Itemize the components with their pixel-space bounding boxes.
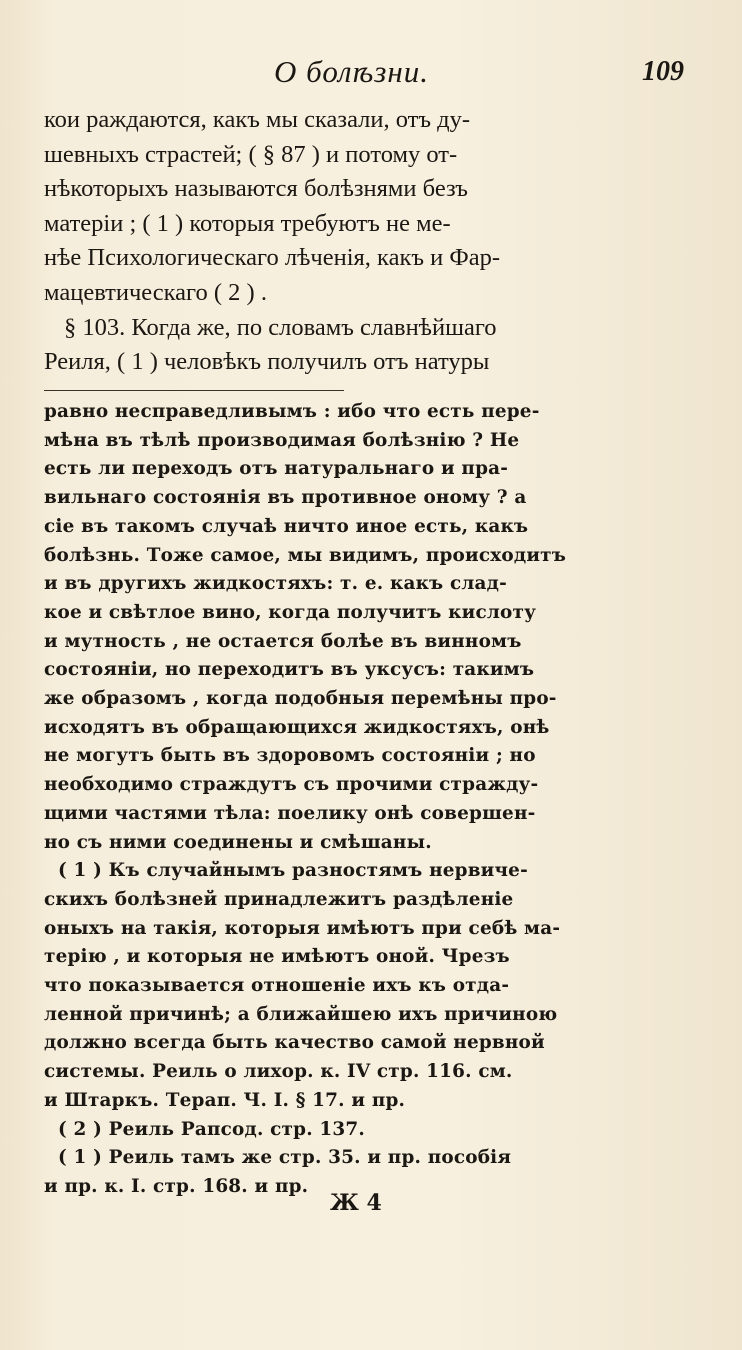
page-number: 109: [642, 56, 684, 87]
main-text-line: кои раждаются, какъ мы сказали, отъ ду-: [44, 106, 471, 133]
footnotes: [44, 398, 684, 1202]
footnote-line: исходятъ въ обращающихся жидкостяхъ, онѣ: [44, 716, 550, 738]
running-title: О болѣзни.: [274, 54, 429, 89]
footnote-line: должно всегда быть качество самой нервной: [44, 1032, 545, 1054]
footnote-line: оныхъ на такія, которыя имѣютъ при себѣ ма-: [44, 917, 561, 939]
footnote-line: мѣна въ тѣлѣ производимая болѣзнію ? Не: [44, 429, 520, 451]
main-text-line: § 103. Когда же, по словамъ славнѣйшаго: [64, 313, 497, 341]
page-header: [44, 50, 684, 94]
main-text-line: шевныхъ страстей; ( § 87 ) и потому от-: [44, 140, 458, 168]
footnote-line: системы. Реиль о лихор. к. IV стр. 116. см.: [44, 1061, 513, 1083]
footnote-line: кое и свѣтлое вино, когда получитъ кислоту: [44, 601, 537, 623]
footnote-line: болѣзнь. Тоже самое, мы видимъ, происходитъ: [44, 544, 567, 566]
footnote-line: терію , и которыя не имѣютъ оной. Чрезъ: [44, 946, 510, 968]
main-text-line: мацевтическаго ( 2 ) .: [44, 278, 267, 306]
footnote-line: состояніи, но переходитъ въ уксусъ: такимъ: [44, 659, 535, 681]
footnote-line: и пр. к. I. стр. 168. и пр.: [44, 1175, 309, 1197]
footnote-line: щими частями тѣла: поелику онѣ совершен-: [44, 802, 536, 824]
main-text-line: нѣкоторыхъ называются болѣзнями безъ: [44, 175, 468, 203]
footnote-line: сіе въ такомъ случаѣ ничто иное есть, какъ: [44, 515, 529, 537]
main-text-line: нѣе Психологическаго лѣченія, какъ и Фар-: [44, 244, 501, 272]
footnote-line: но съ ними соединены и смѣшаны.: [44, 831, 432, 853]
footnote-line: не могутъ быть въ здоровомъ состояніи ; но: [44, 745, 536, 767]
footnote-line: что показывается отношеніе ихъ къ отда-: [44, 975, 510, 997]
footnote-line: скихъ болѣзней принадлежитъ раздѣленіе: [44, 888, 514, 910]
signature-mark: Ж 4: [330, 1190, 382, 1216]
footnote-line: и Штаркъ. Терап. Ч. I. § 17. и пр.: [44, 1089, 406, 1111]
main-text-line: матеріи ; ( 1 ) которыя требуютъ не ме-: [44, 209, 451, 237]
footnote-line: и мутность , не остается болѣе въ винномъ: [44, 630, 522, 652]
main-text-line: Реиля, ( 1 ) человѣкъ получилъ отъ натуры: [44, 348, 490, 376]
footnote-line: же образомъ , когда подобныя перемѣны про-: [44, 688, 557, 710]
footnote-line: есть ли переходъ отъ натуральнаго и пра-: [44, 458, 509, 480]
footnote-divider: [44, 390, 344, 391]
footnote-line: ( 1 ) Къ случайнымъ разностямъ нервиче-: [58, 860, 528, 882]
footnote-line: ( 2 ) Реиль Рапсод. стр. 137.: [58, 1118, 366, 1140]
footnote-line: равно несправедливымъ : ибо что есть пере-: [44, 401, 540, 422]
footnote-line: ленной причинѣ; а ближайшею ихъ причиною: [44, 1003, 558, 1025]
footnote-line: необходимо страждутъ съ прочими стражду-: [44, 774, 539, 796]
footnote-line: и въ другихъ жидкостяхъ: т. е. какъ слад-: [44, 573, 507, 595]
main-text: [44, 103, 684, 380]
footnote-line: вильнаго состоянія въ противное оному ? а: [44, 487, 527, 509]
footnote-line: ( 1 ) Реиль тамъ же стр. 35. и пр. пособія: [58, 1147, 512, 1169]
